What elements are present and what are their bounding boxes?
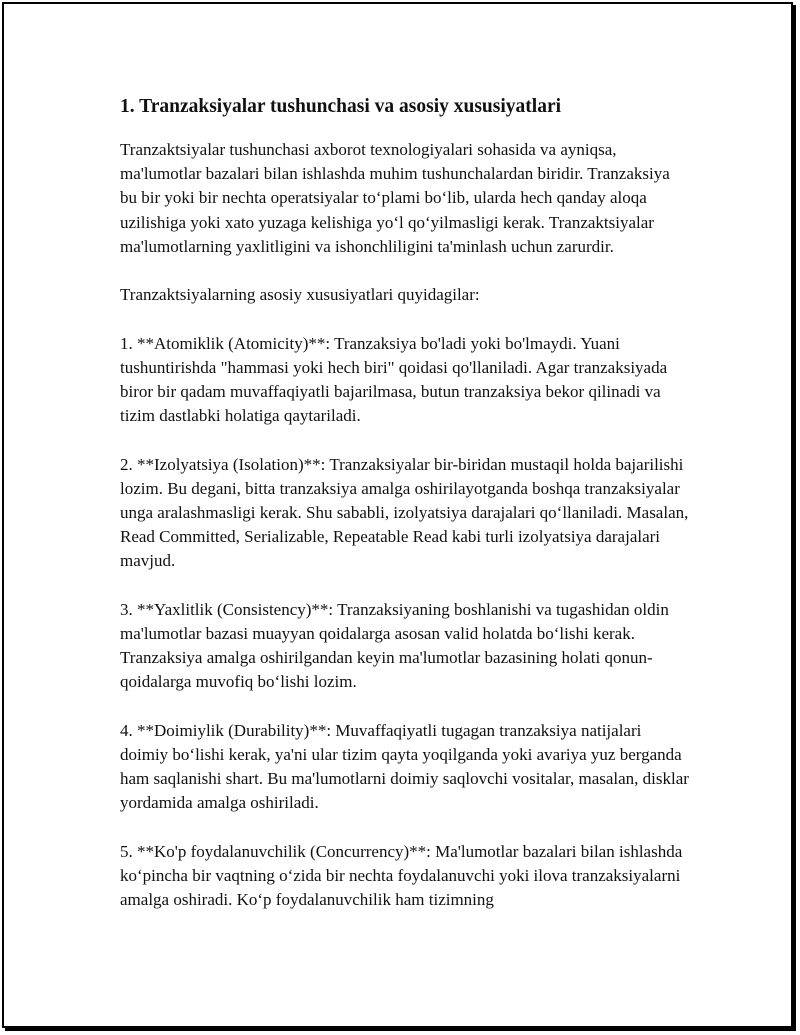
paragraph-concurrency: 5. **Ko'p foydalanuvchilik (Concurrency)**: Ma'lumotlar bazalari bilan ishlashda ko‘pincha bir vaqtning o‘zida bir nechta foydalanuvchi yoki ilova tranzaksiyalarni amalga oshiradi. Ko‘p foydalanuvchilik ham tizimning [120, 841, 683, 910]
paragraph-isolation: 2. **Izolyatsiya (Isolation)**: Tranzaksiyalar bir-biridan mustaqil holda bajarilishi lozim. Bu degani, bitta tranzaksiya amalga oshirilayotganda boshqa tranzaksiyalar unga aralashmasligi kerak. Shu sababli, izolyatsiya darajalari qo‘llaniladi. Masalan, Read Committed, Serializable, Repeatable Read kabi turli izolyatsiya darajalari mavjud. [120, 454, 689, 571]
document-page [2, 2, 793, 1028]
section-heading: 1. Tranzaksiyalar tushunchasi va asosiy xususiyatlari [120, 96, 562, 117]
paragraph-properties-lead: Tranzaktsiyalarning asosiy xususiyatlari quyidagilar: [120, 285, 480, 305]
paragraph-consistency: 3. **Yaxlitlik (Consistency)**: Tranzaksiyaning boshlanishi va tugashidan oldin ma'lumotlar bazasi muayyan qoidalarga asosan valid holatda bo‘lishi kerak. Tranzaksiya amalga oshirilgandan keyin ma'lumotlar bazasining holati qonun-qoidalarga muvofiq bo‘lishi lozim. [120, 599, 669, 692]
paragraph-durability: 4. **Doimiylik (Durability)**: Muvaffaqiyatli tugagan tranzaksiya natijalari doimiy bo‘lishi kerak, ya'ni ular tizim qayta yoqilganda yoki avariya yuz berganda ham saqlanishi shart. Bu ma'lumotlarni doimiy saqlovchi vositalar, masalan, disklar yordamida amalga oshiriladi. [120, 720, 689, 813]
paragraph-atomicity: 1. **Atomiklik (Atomicity)**: Tranzaksiya bo'ladi yoki bo'lmaydi. Yuani tushuntirishda "hammasi yoki hech biri" qoidasi qo'llaniladi. Agar tranzaksiyada biror bir qadam muvaffaqiyatli bajarilmasa, butun tranzaksiya bekor qilinadi va tizim dastlabki holatiga qaytariladi. [120, 333, 668, 426]
document-content [120, 94, 690, 912]
paragraph-intro: Tranzaktsiyalar tushunchasi axborot texnologiyalari sohasida va ayniqsa, ma'lumotlar bazalari bilan ishlashda muhim tushunchalardan biridir. Tranzaksiya bu bir yoki bir nechta operatsiyalar to‘plami bo‘lib, ularda hech qanday aloqa uzilishiga yoki xato yuzaga kelishiga yo‘l qo‘yilmasligi kerak. Tranzaktsiyalar ma'lumotlarning yaxlitligini va ishonchliligini ta'minlash uchun zarurdir. [120, 140, 670, 256]
